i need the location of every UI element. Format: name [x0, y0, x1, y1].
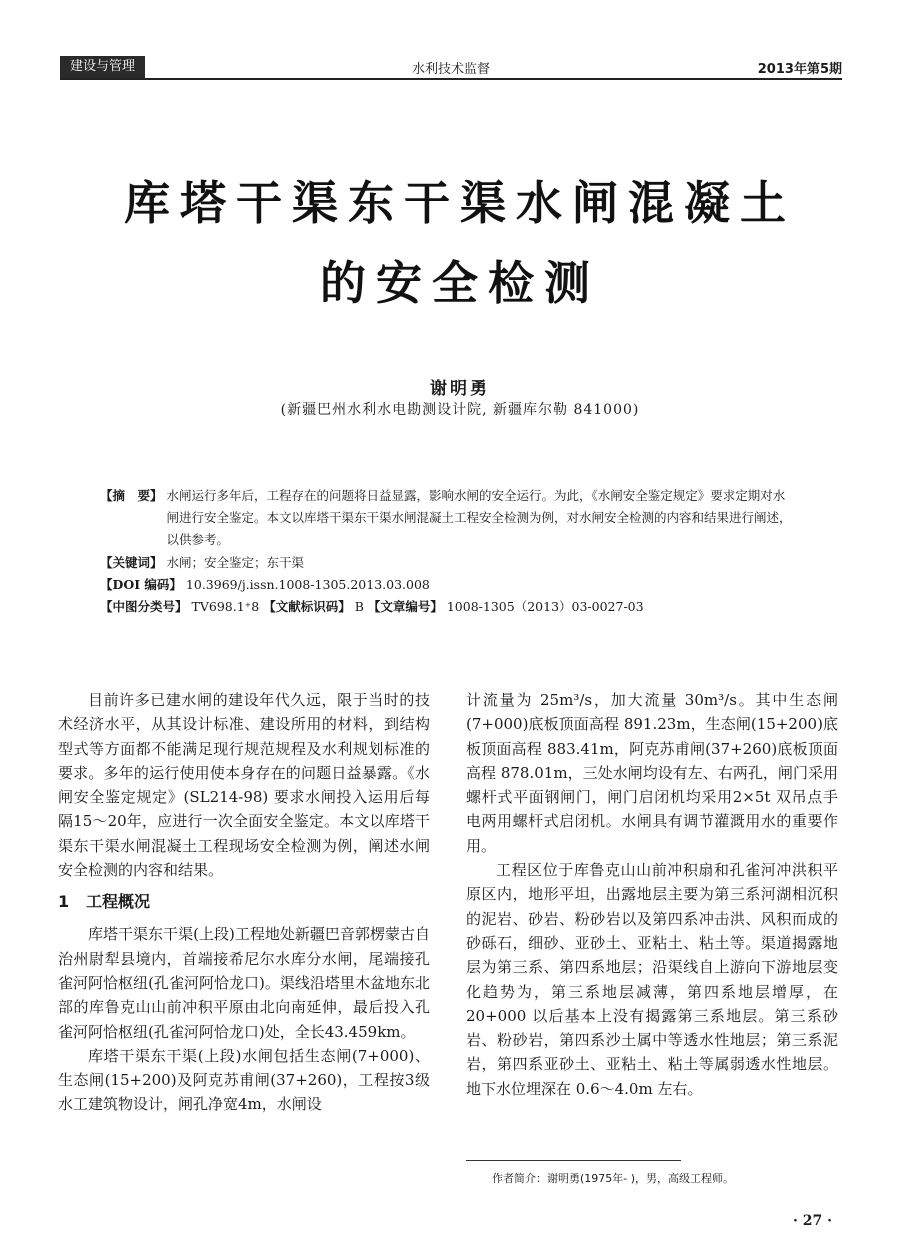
- author-footnote: 作者简介：谢明勇(1975年- )，男，高级工程师。: [492, 1172, 735, 1185]
- journal-name: 水利技术监督: [411, 62, 490, 77]
- doi-text: 10.3969/j.issn.1008-1305.2013.03.008: [185, 577, 430, 592]
- body-right-column: [466, 688, 838, 1101]
- section-title: 工程概况: [86, 892, 151, 912]
- article-title-line2: 的安全检测: [320, 256, 600, 310]
- author-name: 谢明勇: [430, 379, 490, 399]
- article-no-label: 【文章编号】: [367, 599, 443, 614]
- body-left-column: [58, 688, 430, 1117]
- classification-block: [100, 596, 820, 618]
- section-heading: [58, 888, 430, 916]
- abstract-label: 【摘 要】: [100, 488, 163, 503]
- author-affiliation: (新疆巴州水利水电勘测设计院, 新疆库尔勒 841000): [280, 402, 640, 418]
- header-rule: [60, 78, 842, 80]
- geology-paragraph: 工程区位于库鲁克山山前冲积扇和孔雀河冲洪积平原区内，地形平坦，出露地层主要为第三系河湖相沉积的泥岩、砂岩、粉砂岩以及第四系冲击洪、风积而成的砂砾石，细砂、亚砂土、亚粘土、粘土等。渠道揭露地层为第三系、第四系地层；沿渠线自上游向下游地层变化趋势为，第三系地层减薄，第四系地层增厚，在 20+000 以后基本上没有揭露第三系地层。第三系砂岩、粉砂岩，第四系沙土属中等透水性地层；第三系泥岩，第四系亚砂土、亚粘土、粘土等属弱透水性地层。地下水位埋深在 0.6～4.0m 左右。: [466, 861, 838, 1098]
- doc-code-value: B: [354, 599, 364, 614]
- doi-label: 【DOI 编码】: [100, 577, 182, 592]
- overview-paragraph-2: 库塔干渠东干渠(上段)水闸包括生态闸(7+000)、生态闸(15+200)及阿克苏甫闸(37+260)，工程按3级水工建筑物设计，闸孔净宽4m，水闸设: [58, 1046, 430, 1114]
- footnote-rule: [466, 1160, 681, 1161]
- keywords-block: [100, 552, 820, 574]
- keywords-label: 【关键词】: [100, 555, 163, 570]
- issue-label: 2013年第5期: [757, 62, 842, 77]
- abstract-block: [100, 485, 820, 551]
- doi-block: [100, 574, 820, 596]
- overview-paragraph-2-cont: 计流量为 25m³/s，加大流量 30m³/s。其中生态闸(7+000)底板顶面高程 891.23m，生态闸(15+200)底板顶面高程 883.41m，阿克苏甫闸(37+260)底板顶面高程 878.01m，三处水闸均设有左、右两孔，闸门采用螺杆式平面钢闸门，闸门启闭机均采用2×5t 双吊点手电两用螺杆式启闭机。水闸具有调节灌溉用水的重要作用。: [466, 691, 838, 855]
- article-title-line1: 库塔干渠东干渠水闸混凝土: [124, 176, 796, 230]
- keywords-text: 水闸；安全鉴定；东干渠: [166, 555, 305, 570]
- doc-code-label: 【文献标识码】: [263, 599, 351, 614]
- section-tag: 建设与管理: [60, 56, 145, 78]
- abstract-text: 水闸运行多年后，工程存在的问题将日益显露，影响水闸的安全运行。为此，《水闸安全鉴定规定》要求定期对水闸进行安全鉴定。本文以库塔干渠东干渠水闸混凝土工程安全检测为例，对水闸安全检测的内容和结果进行阐述，以供参考。: [166, 488, 792, 547]
- intro-paragraph: 目前许多已建水闸的建设年代久远，限于当时的技术经济水平，从其设计标准、建设所用的材料，到结构型式等方面都不能满足现行规范规程及水利规划标准的要求。多年的运行使用使本身存在的问题日益暴露。《水闸安全鉴定规定》(SL214-98) 要求水闸投入运用后每隔15～20年，应进行一次全面安全鉴定。本文以库塔干渠东干渠水闸混凝土工程现场安全检测为例，阐述水闸安全检测的内容和结果。: [58, 691, 430, 880]
- article-no-value: 1008-1305（2013）03-0027-03: [446, 599, 644, 614]
- page-number: · 27 ·: [793, 1213, 832, 1229]
- clc-label: 【中图分类号】: [100, 599, 188, 614]
- overview-paragraph-1: 库塔干渠东干渠(上段)工程地处新疆巴音郭楞蒙古自治州尉犁县境内，首端接希尼尔水库分水闸，尾端接孔雀河阿恰枢纽(孔雀河阿恰龙口)。渠线沿塔里木盆地东北部的库鲁克山山前冲积平原由北向南延伸，最后投入孔雀河阿恰枢纽(孔雀河阿恰龙口)处，全长43.459km。: [58, 925, 430, 1041]
- running-header: [60, 56, 842, 78]
- section-number: 1: [58, 892, 70, 912]
- clc-value: TV698.1⁺8: [191, 599, 260, 614]
